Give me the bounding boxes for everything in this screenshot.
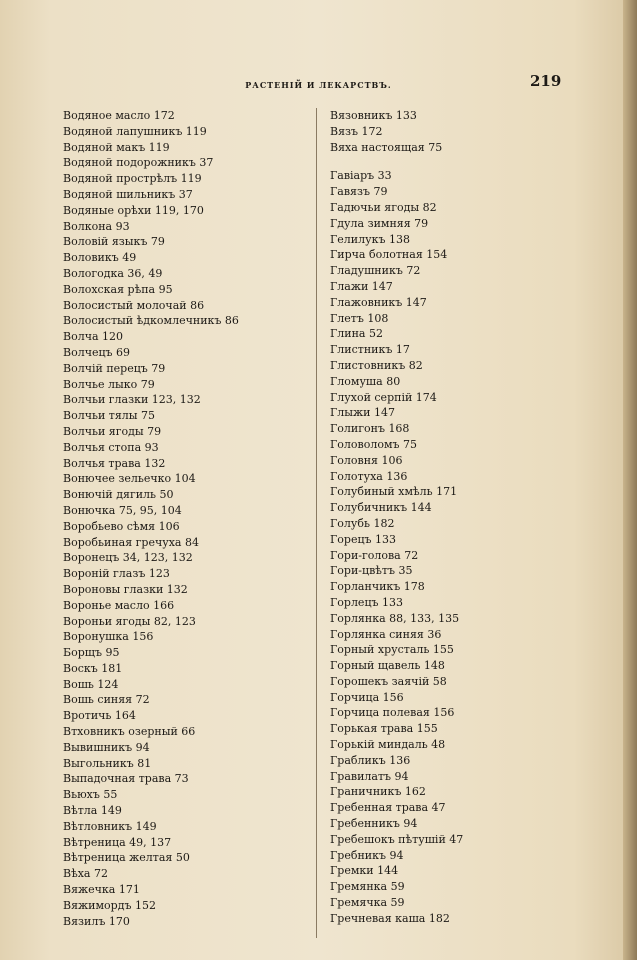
index-entry: Вѣха 72: [63, 867, 108, 881]
index-entry: Глина 52: [330, 327, 383, 341]
index-entry: Воронецъ 34, 123, 132: [63, 551, 193, 565]
index-entry: Гремки 144: [330, 864, 399, 878]
index-entry: Воробьево сѣмя 106: [63, 519, 180, 533]
index-entry: Водяной лапушникъ 119: [63, 124, 207, 138]
index-entry: Горчица 156: [330, 690, 404, 704]
index-entry: Вошь 124: [63, 677, 119, 691]
column-divider: [316, 108, 317, 938]
index-entry: Вѣтла 149: [63, 804, 122, 818]
index-entry: Вязъ 172: [330, 124, 383, 138]
index-entry: Вязилъ 170: [63, 914, 130, 928]
index-entry: Вороньи ягоды 82, 123: [63, 614, 196, 628]
index-entry: Глухой серпiй 174: [330, 390, 437, 404]
index-entry: Волосистый ѣдкомлечникъ 86: [63, 314, 239, 328]
index-entry: Головоломъ 75: [330, 437, 417, 451]
index-entry: Гирча болотная 154: [330, 248, 448, 262]
index-entry: Вошь синяя 72: [63, 693, 150, 707]
index-entry: Волчье лыко 79: [63, 377, 155, 391]
index-entry: Голубичникъ 144: [330, 501, 432, 515]
index-entry: Гдула зимняя 79: [330, 216, 429, 230]
index-entry: Голубь 182: [330, 516, 395, 530]
index-entry: Головня 106: [330, 453, 403, 467]
index-entry: Втховникъ озерный 66: [63, 725, 196, 739]
index-entry: Горный щавель 148: [330, 659, 445, 673]
index-entry: Вологодка 36, 49: [63, 266, 163, 280]
index-entry: Водяной подорожникъ 37: [63, 156, 214, 170]
index-entry: Глажи 147: [330, 279, 393, 293]
index-entry: Вяжечка 171: [63, 883, 140, 897]
index-entry: Гремянка 59: [330, 880, 405, 894]
index-entry: Выпадочная трава 73: [63, 772, 189, 786]
index-entry: Воловикъ 49: [63, 251, 137, 265]
index-entry: Глетъ 108: [330, 311, 389, 325]
index-entry: Горчица полевая 156: [330, 706, 455, 720]
index-entry: Воловiй языкъ 79: [63, 235, 165, 249]
index-entry: Волосистый молочай 86: [63, 298, 205, 312]
index-entry: Глистникъ 17: [330, 343, 410, 357]
index-entry: Гадючьи ягоды 82: [330, 200, 437, 214]
index-entry: Волчьи тялы 75: [63, 409, 156, 423]
index-entry: Воронье масло 166: [63, 598, 175, 612]
index-entry: Гавязъ 79: [330, 185, 388, 199]
index-entry: Вонючка 75, 95, 104: [63, 503, 182, 517]
index-entry: Голубиный хмѣль 171: [330, 485, 458, 499]
index-entry: Волчья трава 132: [63, 456, 166, 470]
index-entry: Гребникъ 94: [330, 848, 404, 862]
index-entry: Горлецъ 133: [330, 595, 404, 609]
index-entry: Вьюхъ 55: [63, 788, 118, 802]
index-entry: Воронiй глазъ 123: [63, 567, 170, 581]
index-entry: Гладушникъ 72: [330, 264, 421, 278]
index-entry: Вѣтреница желтая 50: [63, 851, 190, 865]
index-entry: Вѣтловникъ 149: [63, 819, 157, 833]
index-entry: Гребешокъ пѣтушiй 47: [330, 832, 464, 846]
index-entry: Воронушка 156: [63, 630, 154, 644]
index-entry: Вонючiй дягиль 50: [63, 488, 174, 502]
index-entry: Водяное масло 172: [63, 109, 175, 122]
index-entry: Водяной шильникъ 37: [63, 187, 193, 201]
index-entry: Горлянка 88, 133, 135: [330, 611, 460, 625]
index-entry: Волчецъ 69: [63, 345, 131, 359]
index-entry: Волча 120: [63, 330, 124, 344]
index-entry: Гребенная трава 47: [330, 801, 446, 815]
index-entry: Вязовникъ 133: [330, 109, 417, 122]
index-entry: Горлянка синяя 36: [330, 627, 442, 641]
index-entry: Водяной прострѣлъ 119: [63, 172, 202, 186]
page-number: 219: [530, 72, 562, 90]
index-entry: Водяные орѣхи 119, 170: [63, 203, 204, 217]
index-entry: Горланчикъ 178: [330, 580, 425, 594]
index-entry: Гравилатъ 94: [330, 769, 409, 783]
index-entry: Выгольникъ 81: [63, 756, 152, 770]
index-entry: Глистовникъ 82: [330, 358, 423, 372]
index-entry: Воробьиная гречуха 84: [63, 535, 199, 549]
index-entry: Горецъ 133: [330, 532, 397, 546]
index-entry: Горькiй миндаль 48: [330, 738, 446, 752]
index-entry: Горошекъ заячiй 58: [330, 674, 447, 688]
index-entry: Горькая трава 155: [330, 722, 438, 736]
index-entry: Волчья стопа 93: [63, 440, 159, 454]
running-header: РАСТЕНIЙ И ЛЕКАРСТВЪ.: [245, 80, 392, 90]
index-entry: Борщъ 95: [63, 646, 120, 660]
index-column-left: [63, 108, 303, 929]
index-entry: Грабликъ 136: [330, 753, 411, 767]
index-entry: Гавiаръ 33: [330, 169, 392, 183]
index-entry: Вѣтреница 49, 137: [63, 835, 172, 849]
index-entry: Гребенникъ 94: [330, 817, 418, 831]
index-entry: Горный хрусталь 155: [330, 643, 454, 657]
index-entry: Волохская рѣпа 95: [63, 282, 173, 296]
index-entry: Голотуха 136: [330, 469, 408, 483]
index-entry: Вывишникъ 94: [63, 740, 150, 754]
index-entry: Вяжимордъ 152: [63, 898, 156, 912]
index-entry: Глыжи 147: [330, 406, 395, 420]
index-entry: Гломуша 80: [330, 374, 401, 388]
index-entry: Гори-голова 72: [330, 548, 419, 562]
index-entry: Гречневая каша 182: [330, 911, 450, 925]
index-entry: Волкона 93: [63, 219, 130, 233]
index-entry: Гори-цвѣтъ 35: [330, 564, 413, 578]
index-column-right: [330, 108, 570, 927]
index-entry: Вороновы глазки 132: [63, 582, 188, 596]
index-entry: Волчьи глазки 123, 132: [63, 393, 201, 407]
letter-section-gap: [330, 155, 570, 168]
index-entry: Вонючее зельечко 104: [63, 472, 196, 486]
index-entry: Волчiй перецъ 79: [63, 361, 166, 375]
index-entry: Волчьи ягоды 79: [63, 424, 162, 438]
index-entry: Глажовникъ 147: [330, 295, 427, 309]
index-entry: Гремячка 59: [330, 896, 405, 910]
index-entry: Голигонъ 168: [330, 422, 410, 436]
book-spine-shadow: [623, 0, 637, 960]
index-entry: Вротичь 164: [63, 709, 136, 723]
index-entry: Вяха настоящая 75: [330, 140, 443, 154]
index-entry: Гелилукъ 138: [330, 232, 410, 246]
index-entry: Водяной макъ 119: [63, 140, 170, 154]
index-entry: Граничникъ 162: [330, 785, 426, 799]
index-entry: Воскъ 181: [63, 661, 123, 675]
